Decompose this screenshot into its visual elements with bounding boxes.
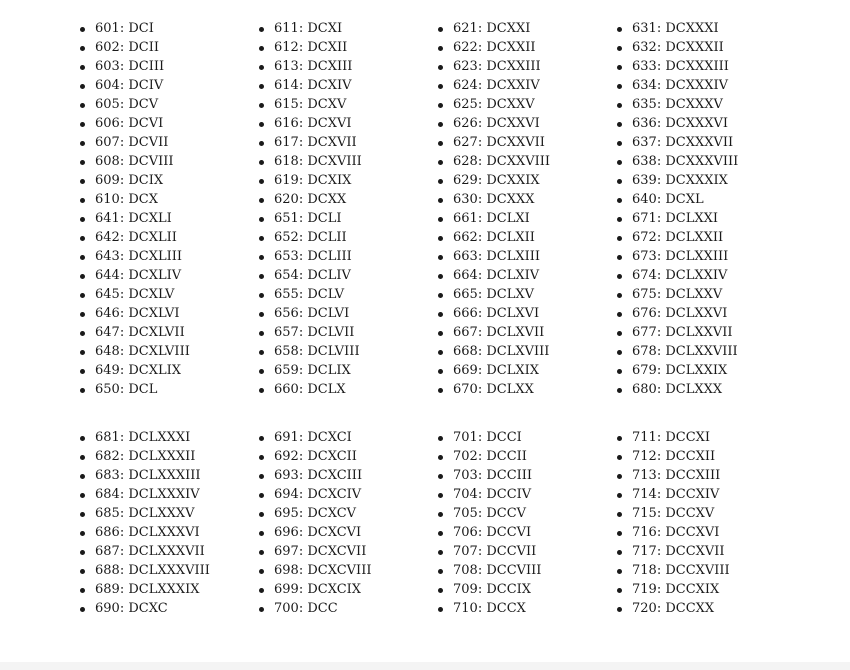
list-item: 658: DCLVIII [259,342,438,361]
list-item: 644: DCXLIV [80,266,259,285]
list-item: 711: DCCXI [617,428,796,447]
list-item: 651: DCLI [259,209,438,228]
list-item: 674: DCLXXIV [617,266,796,285]
list-item: 697: DCXCVII [259,542,438,561]
bottom-edge [0,662,850,670]
list-item: 656: DCLVI [259,304,438,323]
list-item: 659: DCLIX [259,361,438,380]
list-item: 709: DCCIX [438,580,617,599]
list-item: 639: DCXXXIX [617,171,796,190]
list-item: 649: DCXLIX [80,361,259,380]
list-item: 610: DCX [80,190,259,209]
list-item: 618: DCXVIII [259,152,438,171]
list-item: 623: DCXXIII [438,57,617,76]
list-item: 640: DCXL [617,190,796,209]
list-item: 718: DCCXVIII [617,561,796,580]
list-item: 698: DCXCVIII [259,561,438,580]
list-item: 662: DCLXII [438,228,617,247]
list-item: 620: DCXX [259,190,438,209]
list-item: 629: DCXXIX [438,171,617,190]
list-item: 693: DCXCIII [259,466,438,485]
list-item: 707: DCCVII [438,542,617,561]
list-item: 611: DCXI [259,19,438,38]
list-item: 708: DCCVIII [438,561,617,580]
list-item: 635: DCXXXV [617,95,796,114]
list-item: 666: DCLXVI [438,304,617,323]
list-item: 672: DCLXXII [617,228,796,247]
numeral-list-group [80,19,259,209]
list-item: 694: DCXCIV [259,485,438,504]
numeral-list-grid [80,19,796,618]
list-item: 636: DCXXXVI [617,114,796,133]
list-item: 669: DCLXIX [438,361,617,380]
list-item: 641: DCXLI [80,209,259,228]
list-item: 627: DCXXVII [438,133,617,152]
list-item: 630: DCXXX [438,190,617,209]
list-item: 710: DCCX [438,599,617,618]
list-item: 691: DCXCI [259,428,438,447]
numeral-list-group [438,209,617,428]
list-item: 665: DCLXV [438,285,617,304]
list-item: 714: DCCXIV [617,485,796,504]
list-item: 645: DCXLV [80,285,259,304]
numeral-list-group [438,428,617,618]
list-item: 646: DCXLVI [80,304,259,323]
numeral-list-group [80,428,259,618]
list-item: 705: DCCV [438,504,617,523]
list-item: 682: DCLXXXII [80,447,259,466]
list-item: 661: DCLXI [438,209,617,228]
list-item: 612: DCXII [259,38,438,57]
list-item: 679: DCLXXIX [617,361,796,380]
list-item: 683: DCLXXXIII [80,466,259,485]
list-item: 657: DCLVII [259,323,438,342]
list-item: 703: DCCIII [438,466,617,485]
numeral-list-group [438,19,617,209]
list-item: 619: DCXIX [259,171,438,190]
list-item: 689: DCLXXXIX [80,580,259,599]
list-item: 684: DCLXXXIV [80,485,259,504]
list-item: 625: DCXXV [438,95,617,114]
list-item: 638: DCXXXVIII [617,152,796,171]
list-item: 706: DCCVI [438,523,617,542]
list-item: 652: DCLII [259,228,438,247]
list-item: 631: DCXXXI [617,19,796,38]
list-item: 647: DCXLVII [80,323,259,342]
numeral-list-group [259,209,438,428]
list-item: 668: DCLXVIII [438,342,617,361]
list-item: 670: DCLXX [438,380,617,399]
list-item: 681: DCLXXXI [80,428,259,447]
list-item: 688: DCLXXXVIII [80,561,259,580]
list-item: 660: DCLX [259,380,438,399]
list-item: 678: DCLXXVIII [617,342,796,361]
list-item: 622: DCXXII [438,38,617,57]
list-item: 720: DCCXX [617,599,796,618]
numeral-list-group [617,209,796,428]
list-item: 633: DCXXXIII [617,57,796,76]
list-item: 601: DCI [80,19,259,38]
list-item: 676: DCLXXVI [617,304,796,323]
list-item: 642: DCXLII [80,228,259,247]
list-item: 717: DCCXVII [617,542,796,561]
list-item: 653: DCLIII [259,247,438,266]
list-item: 675: DCLXXV [617,285,796,304]
list-item: 655: DCLV [259,285,438,304]
list-item: 671: DCLXXI [617,209,796,228]
list-item: 700: DCC [259,599,438,618]
list-item: 637: DCXXXVII [617,133,796,152]
list-item: 712: DCCXII [617,447,796,466]
list-item: 617: DCXVII [259,133,438,152]
list-item: 702: DCCII [438,447,617,466]
list-item: 609: DCIX [80,171,259,190]
list-item: 687: DCLXXXVII [80,542,259,561]
numeral-list-group [617,428,796,618]
list-item: 667: DCLXVII [438,323,617,342]
list-item: 704: DCCIV [438,485,617,504]
list-item: 695: DCXCV [259,504,438,523]
list-item: 677: DCLXXVII [617,323,796,342]
list-item: 664: DCLXIV [438,266,617,285]
list-item: 614: DCXIV [259,76,438,95]
list-item: 654: DCLIV [259,266,438,285]
list-item: 603: DCIII [80,57,259,76]
list-item: 690: DCXC [80,599,259,618]
numeral-list-group [80,209,259,428]
list-item: 692: DCXCII [259,447,438,466]
list-item: 628: DCXXVIII [438,152,617,171]
list-item: 680: DCLXXX [617,380,796,399]
list-item: 634: DCXXXIV [617,76,796,95]
list-item: 626: DCXXVI [438,114,617,133]
numeral-list-group [259,428,438,618]
list-item: 686: DCLXXXVI [80,523,259,542]
list-item: 608: DCVIII [80,152,259,171]
list-item: 607: DCVII [80,133,259,152]
list-item: 616: DCXVI [259,114,438,133]
numeral-list-group [617,19,796,209]
list-item: 621: DCXXI [438,19,617,38]
list-item: 715: DCCXV [617,504,796,523]
list-item: 713: DCCXIII [617,466,796,485]
list-item: 696: DCXCVI [259,523,438,542]
list-item: 604: DCIV [80,76,259,95]
numeral-list-group [259,19,438,209]
list-item: 606: DCVI [80,114,259,133]
list-item: 663: DCLXIII [438,247,617,266]
list-item: 673: DCLXXIII [617,247,796,266]
list-item: 602: DCII [80,38,259,57]
list-item: 719: DCCXIX [617,580,796,599]
list-item: 685: DCLXXXV [80,504,259,523]
list-item: 613: DCXIII [259,57,438,76]
list-item: 701: DCCI [438,428,617,447]
list-item: 605: DCV [80,95,259,114]
list-item: 699: DCXCIX [259,580,438,599]
list-item: 643: DCXLIII [80,247,259,266]
list-item: 624: DCXXIV [438,76,617,95]
list-item: 650: DCL [80,380,259,399]
list-item: 615: DCXV [259,95,438,114]
list-item: 632: DCXXXII [617,38,796,57]
list-item: 716: DCCXVI [617,523,796,542]
list-item: 648: DCXLVIII [80,342,259,361]
